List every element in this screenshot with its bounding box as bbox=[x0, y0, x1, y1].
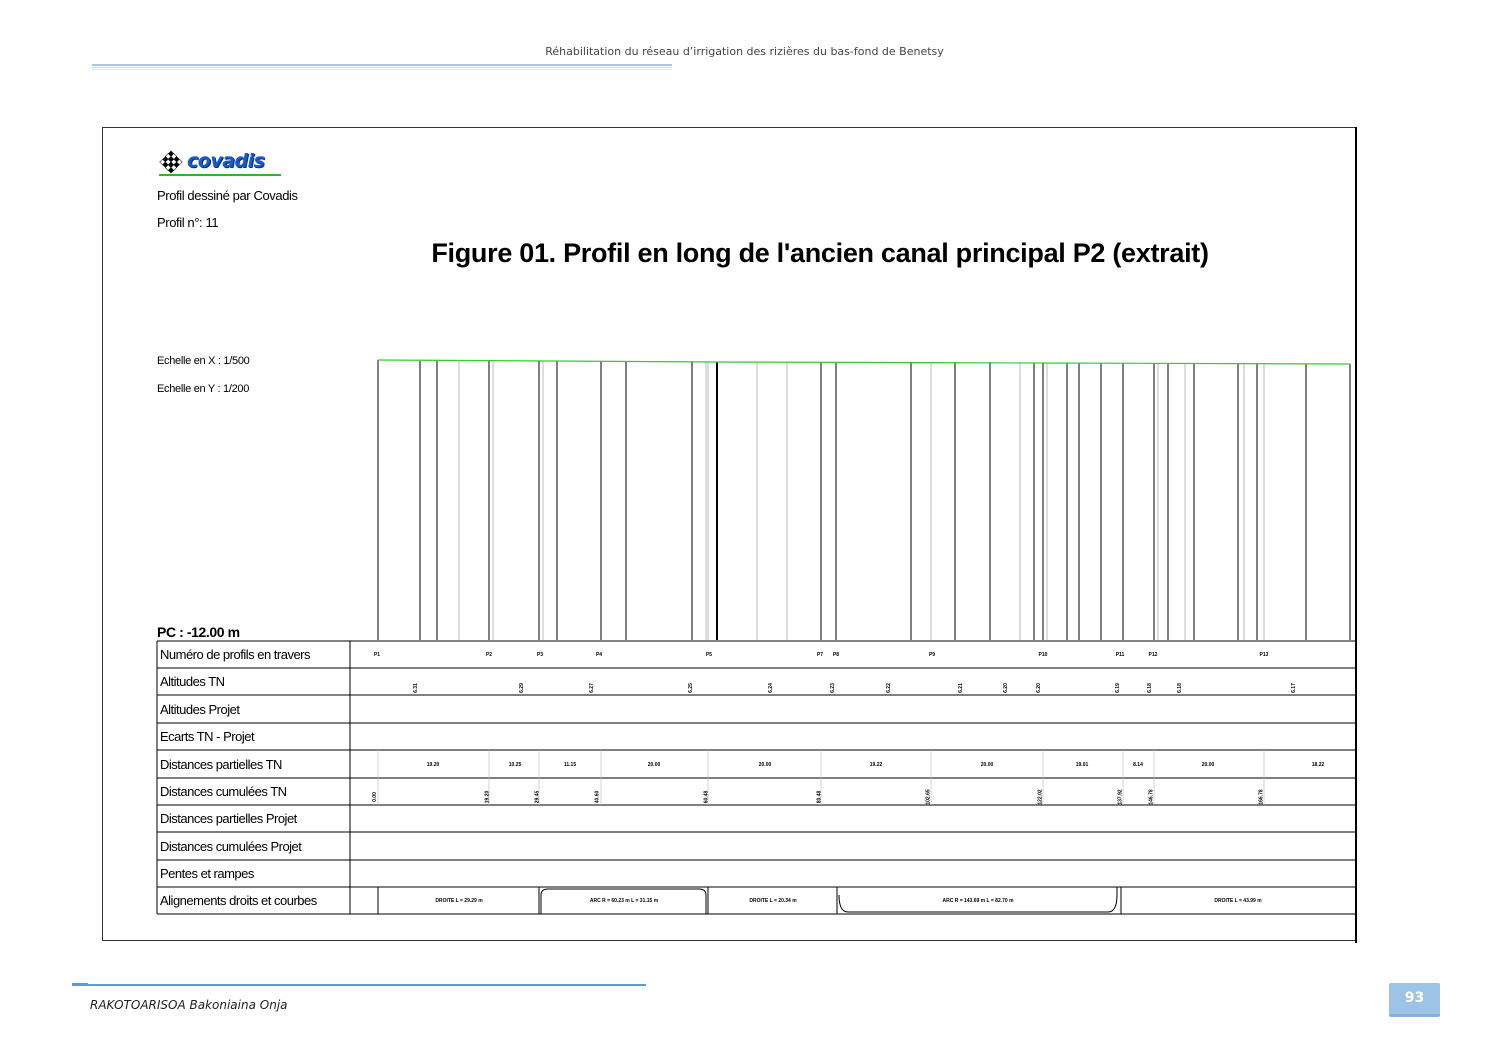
profile-id: P7 bbox=[816, 652, 824, 658]
profile-id: P5 bbox=[705, 652, 713, 658]
partial-distance-tn: 19.22 bbox=[869, 762, 883, 768]
footer-author: RAKOTOARISOA Bakoniaina Onja bbox=[90, 998, 288, 1012]
partial-distance-tn: 11.15 bbox=[563, 762, 577, 768]
row-label-partial-distances-tn: Distances partielles TN bbox=[160, 757, 282, 772]
alignment-label: ARC R = 143.69 m L = 82.70 m bbox=[942, 898, 1014, 904]
cumulative-distance-tn: 0.00 bbox=[371, 792, 378, 802]
altitude-tn: 6.25 bbox=[687, 683, 694, 693]
altitude-tn: 6.27 bbox=[588, 683, 595, 693]
cumulative-distance-tn: 102.65 bbox=[925, 789, 932, 805]
partial-distance-tn: 20.00 bbox=[647, 762, 661, 768]
alignment-label: DROITE L = 29.29 m bbox=[435, 898, 483, 904]
scale-y-label: Echelle en Y : 1/200 bbox=[157, 383, 250, 395]
profile-id: P4 bbox=[595, 652, 603, 658]
profile-id: P8 bbox=[832, 652, 840, 658]
row-label-cumulative-distances-tn: Distances cumulées TN bbox=[160, 784, 287, 799]
station-lines-light bbox=[459, 361, 1264, 640]
reference-plane-label: PC : -12.00 m bbox=[157, 624, 240, 640]
cumulative-distance-tn: 29.45 bbox=[534, 790, 541, 804]
altitude-tn: 6.23 bbox=[829, 683, 836, 693]
alignment-label: ARC R = 60.23 m L = 31.15 m bbox=[589, 898, 659, 904]
partial-distance-tn: 10.25 bbox=[508, 762, 522, 768]
altitude-tn: 6.19 bbox=[1114, 683, 1121, 693]
cumulative-distance-tn: 137.92 bbox=[1117, 789, 1124, 805]
page-number-badge: 93 bbox=[1389, 983, 1440, 1017]
running-header: Réhabilitation du réseau d’irrigation des rizières du bas-fond de Benetsy bbox=[545, 45, 944, 58]
profile-id: P11 bbox=[1115, 652, 1125, 658]
altitude-tn: 6.18 bbox=[1176, 683, 1183, 693]
row-label-altitudes-projet: Altitudes Projet bbox=[160, 702, 240, 717]
altitude-tn: 6.24 bbox=[767, 683, 774, 693]
row-label-altitudes-tn: Altitudes TN bbox=[160, 674, 225, 689]
profile-id: P2 bbox=[485, 652, 493, 658]
scale-x-label: Echelle en X : 1/500 bbox=[157, 355, 250, 367]
cumulative-distance-tn: 166.78 bbox=[1258, 789, 1265, 805]
profile-id: P10 bbox=[1038, 652, 1048, 658]
profile-id: P3 bbox=[536, 652, 544, 658]
altitude-tn: 6.20 bbox=[1002, 683, 1009, 693]
ground-line bbox=[378, 360, 1350, 364]
altitude-tn: 6.22 bbox=[885, 683, 892, 693]
partial-distance-tn: 18.22 bbox=[1311, 762, 1325, 768]
row-label-profile-numbers: Numéro de profils en travers bbox=[160, 647, 311, 662]
partial-distance-tn: 20.00 bbox=[758, 762, 772, 768]
altitude-tn: 6.31 bbox=[412, 683, 419, 693]
partial-distance-tn: 20.00 bbox=[1201, 762, 1215, 768]
drawn-by-label: Profil dessiné par Covadis bbox=[157, 188, 298, 203]
altitude-tn: 6.18 bbox=[1146, 683, 1153, 693]
profile-number-label: Profil n°: 11 bbox=[157, 215, 219, 230]
partial-distance-tn: 19.20 bbox=[426, 762, 440, 768]
row-label-ecarts: Ecarts TN - Projet bbox=[160, 729, 255, 744]
row-label-cumulative-distances-projet: Distances cumulées Projet bbox=[160, 839, 302, 854]
cumulative-distance-tn: 19.20 bbox=[484, 790, 491, 804]
partial-distance-tn: 8.14 bbox=[1133, 762, 1143, 768]
row-label-slopes: Pentes et rampes bbox=[160, 866, 254, 881]
logo-wordmark: covadis bbox=[187, 150, 265, 172]
row-label-alignments: Alignements droits et courbes bbox=[160, 893, 317, 908]
cumulative-distance-tn: 60.48 bbox=[703, 790, 710, 804]
profile-id: P1 bbox=[373, 652, 381, 658]
figure-title: Figure 01. Profil en long de l'ancien canal principal P2 (extrait) bbox=[431, 238, 1209, 268]
altitude-tn: 6.29 bbox=[518, 683, 525, 693]
cumulative-distance-tn: 146.78 bbox=[1148, 789, 1155, 805]
cumulative-distance-tn: 40.60 bbox=[594, 790, 601, 804]
cumulative-distance-tn: 122.02 bbox=[1037, 789, 1044, 805]
alignment-label: DROITE L = 20.34 m bbox=[749, 898, 797, 904]
partial-distance-tn: 19.01 bbox=[1075, 762, 1089, 768]
footer-rule bbox=[72, 983, 646, 987]
altitude-tn: 6.20 bbox=[1035, 683, 1042, 693]
row-label-partial-distances-projet: Distances partielles Projet bbox=[160, 811, 297, 826]
profile-id: P12 bbox=[1148, 652, 1158, 658]
cumulative-distance-tn: 80.48 bbox=[816, 790, 823, 804]
alignment-label: DROITE L = 43.99 m bbox=[1214, 898, 1262, 904]
station-lines bbox=[378, 360, 1350, 640]
profile-id: P13 bbox=[1259, 652, 1269, 658]
altitude-tn: 6.21 bbox=[957, 683, 964, 693]
altitude-tn: 6.17 bbox=[1290, 683, 1297, 693]
partial-distance-tn: 20.00 bbox=[980, 762, 994, 768]
profile-id: P9 bbox=[928, 652, 936, 658]
